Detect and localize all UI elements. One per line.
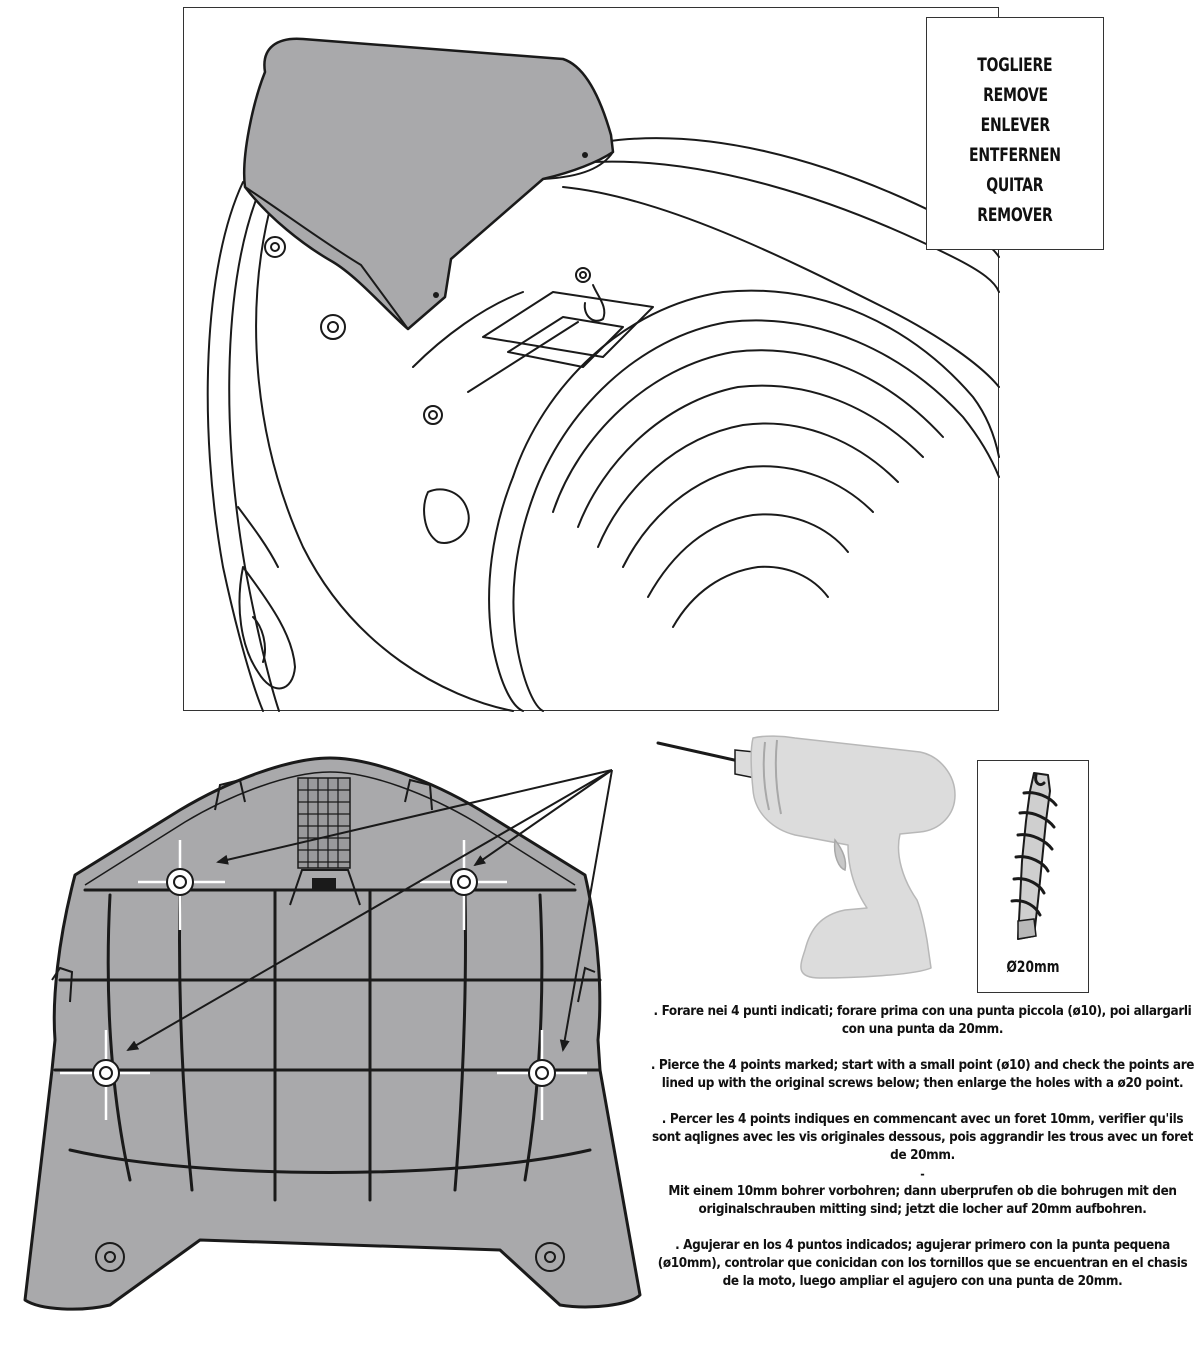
instructions-block	[650, 1003, 1195, 1309]
plate-vent-grille	[298, 778, 350, 868]
backrest-part	[244, 39, 613, 329]
remove-label-pt: REMOVER	[977, 204, 1053, 226]
drill-bit-size-label: Ø20mm	[1006, 957, 1060, 976]
instruction-german-marker: -	[920, 1167, 925, 1181]
scooter-illustration	[183, 7, 999, 711]
remove-label-es: QUITAR	[986, 174, 1044, 196]
instruction-spanish: . Agujerar en los 4 puntos indicados; agujerar primero con la punta pequena (ø10mm), controlar que conicidan con los tornillos que se encuentran en el chasis de la moto, luego ampliar el agujero con una punta de 20mm.	[657, 1238, 1188, 1289]
remove-label-it: TOGLIERE	[977, 54, 1053, 76]
plate-drilling-diagram	[0, 740, 660, 1353]
instruction-italian: . Forare nei 4 punti indicati; forare prima con una punta piccola (ø10), poi allargarli con una punta da 20mm.	[653, 1004, 1192, 1037]
remove-label-en: REMOVE	[982, 84, 1048, 106]
remove-label-fr: ENLEVER	[980, 114, 1050, 136]
remove-label-de: ENTFERNEN	[969, 144, 1061, 166]
remove-label-box	[926, 17, 1104, 250]
drill-icon	[655, 730, 975, 990]
instruction-english: . Pierce the 4 points marked; start with a small point (ø10) and check the points are lined up with the original screws below; then enlarge the holes with a ø20 point.	[650, 1058, 1195, 1091]
drill-bit-icon	[978, 761, 1090, 961]
instruction-german: Mit einem 10mm bohrer vorbohren; dann uberprufen ob die bohrugen mit den originalschrauben mitting sind; jetzt die locher auf 20mm aufbohren.	[668, 1184, 1177, 1217]
instruction-french: . Percer les 4 points indiques en commencant avec un foret 10mm, verifier qu'ils sont aqlignes avec les vis originales dessous, pois aggrandir les trous avec un foret de 20mm.	[652, 1112, 1193, 1163]
drill-bit-box	[977, 760, 1089, 993]
